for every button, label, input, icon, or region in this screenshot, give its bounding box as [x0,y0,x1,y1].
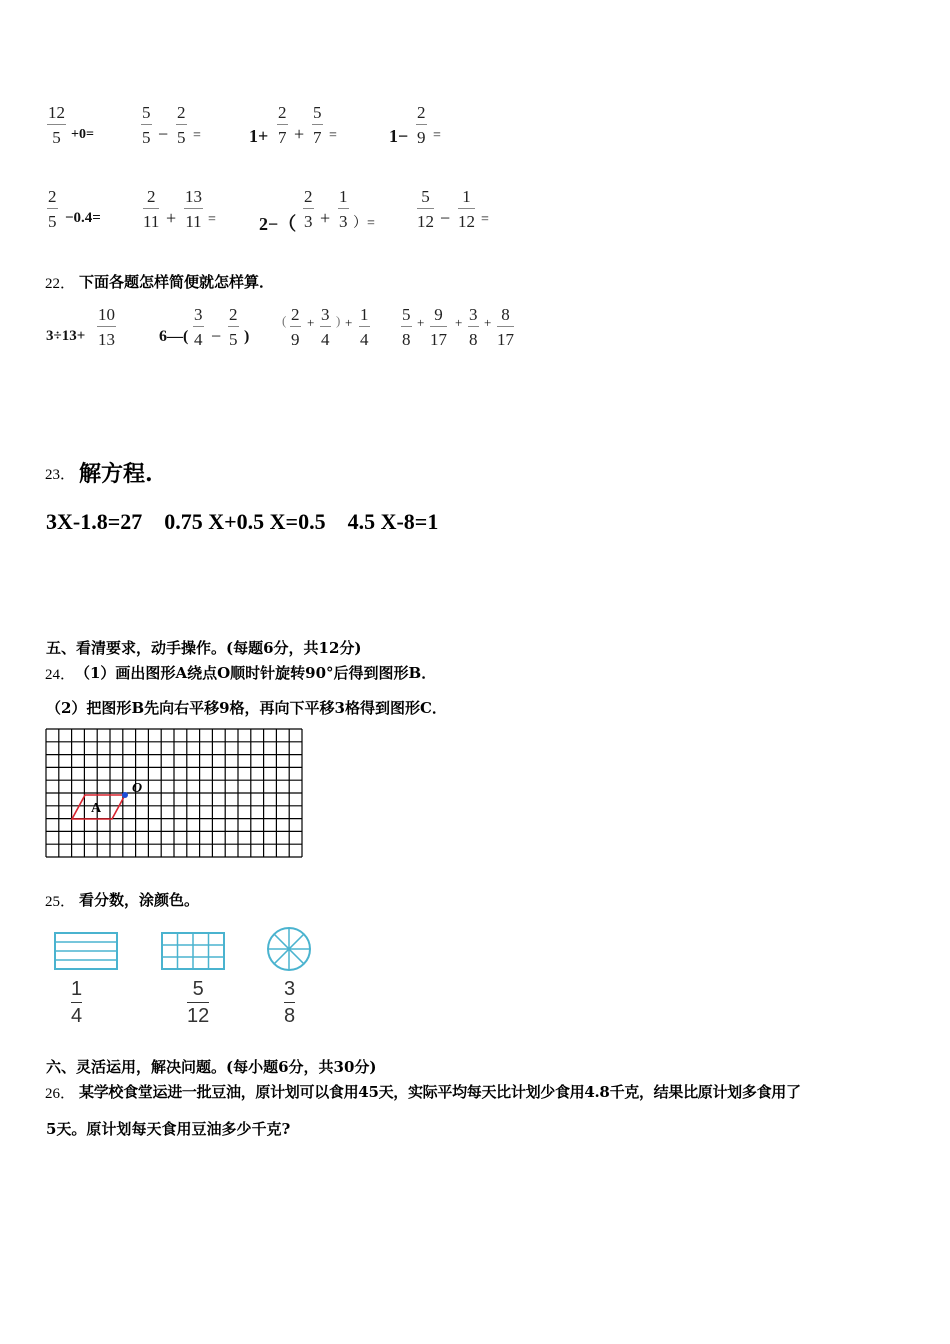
frac: 5 7 [313,103,322,147]
operator: + [417,315,425,330]
q25-title: 看分数，涂颜色。 [79,891,200,909]
figure-circle-8-sectors [266,926,312,972]
frac: 2 11 [143,187,160,231]
expr-lead: 2−（ [259,214,297,234]
question-number-22: 22． [45,276,76,292]
expr-lead: 1− [389,126,409,146]
frac: 10 13 [98,305,115,349]
operator: + [294,124,305,144]
figure-rect-12-cells [161,932,225,970]
frac: 2 9 [291,305,300,349]
section6-heading: 六、灵活运用，解决问题。(每小题6分，共30分) [46,1058,377,1076]
frac: 2 7 [278,103,287,147]
figure-rect-4-strips [54,932,118,970]
frac: 8 17 [497,305,514,349]
operator: − [158,124,169,144]
operator: − [211,326,222,346]
equations-line: 3X-1.8=27 0.75 X+0.5 X=0.5 4.5 X-8=1 [46,509,439,534]
expr-tail: = [208,212,216,227]
frac: 1 4 [360,305,369,349]
expr-lead: 3÷13+ [46,328,86,344]
operator: + [320,208,331,228]
operator: + [166,208,177,228]
frac: 2 3 [304,187,313,231]
expr-tail: +0= [71,127,94,142]
frac: 3 4 [194,305,203,349]
frac: 9 17 [430,305,447,349]
point-o [122,792,128,798]
question-number-26: 26． [45,1086,76,1102]
expr-lead: 6—( [159,328,189,345]
frac: 2 5 [177,103,186,147]
expr-lead: 1+ [249,126,269,146]
fraction-1-4: 1 4 [71,978,83,1027]
expr-tail: ）= [353,216,375,231]
question-number-24: 24． [45,667,76,683]
q24-part2: （2）把图形B先向右平移9格，再向下平移3格得到图形C． [46,699,447,717]
operator: + [345,315,353,330]
question-number-23: 23． [45,467,76,483]
paren-open: ( [282,313,287,328]
q23-title: 解方程. [79,461,153,487]
expr-tail: = [329,128,337,143]
question-number-25: 25． [45,894,76,910]
frac: 2 5 [229,305,238,349]
fraction-3-8: 3 8 [284,978,296,1027]
operator: − [440,208,451,228]
label-a: A [91,801,102,816]
expr-tail: = [433,128,441,143]
operator: + [484,315,492,330]
q26-line1: 某学校食堂运进一批豆油，原计划可以食用45天，实际平均每天比计划少食用4.8千克，结果比原计划多食用了 [79,1083,801,1101]
operator: + [307,315,315,330]
frac: 2 9 [417,103,426,147]
frac: 5 12 [417,187,434,231]
q26-line2: 5天。原计划每天食用豆油多少千克? [46,1120,291,1138]
frac: 3 8 [469,305,478,349]
grid-figure [45,728,305,860]
grid-lines [46,729,302,857]
frac: 13 11 [185,187,202,231]
frac: 3 4 [321,305,330,349]
expr-tail: ) [244,328,250,345]
expr-tail: = [193,128,201,143]
paren-close: ) [336,313,341,328]
expr-tail: = [481,212,489,227]
fraction-5-12: 5 12 [187,978,210,1027]
section5-heading: 五、看清要求，动手操作。(每题6分，共12分) [46,639,362,657]
frac: 2 5 [48,187,57,231]
expr-tail: −0.4= [65,210,101,226]
operator: + [455,315,463,330]
q22-title: 下面各题怎样简便就怎样算． [79,273,275,291]
frac-12-5: 12 5 [48,103,65,147]
frac: 1 12 [458,187,475,231]
frac: 1 3 [339,187,348,231]
label-o: O [132,781,143,796]
q24-part1: （1）画出图形A绕点O顺时针旋转90°后得到图形B． [75,664,437,682]
frac: 5 8 [402,305,411,349]
frac: 5 5 [142,103,151,147]
